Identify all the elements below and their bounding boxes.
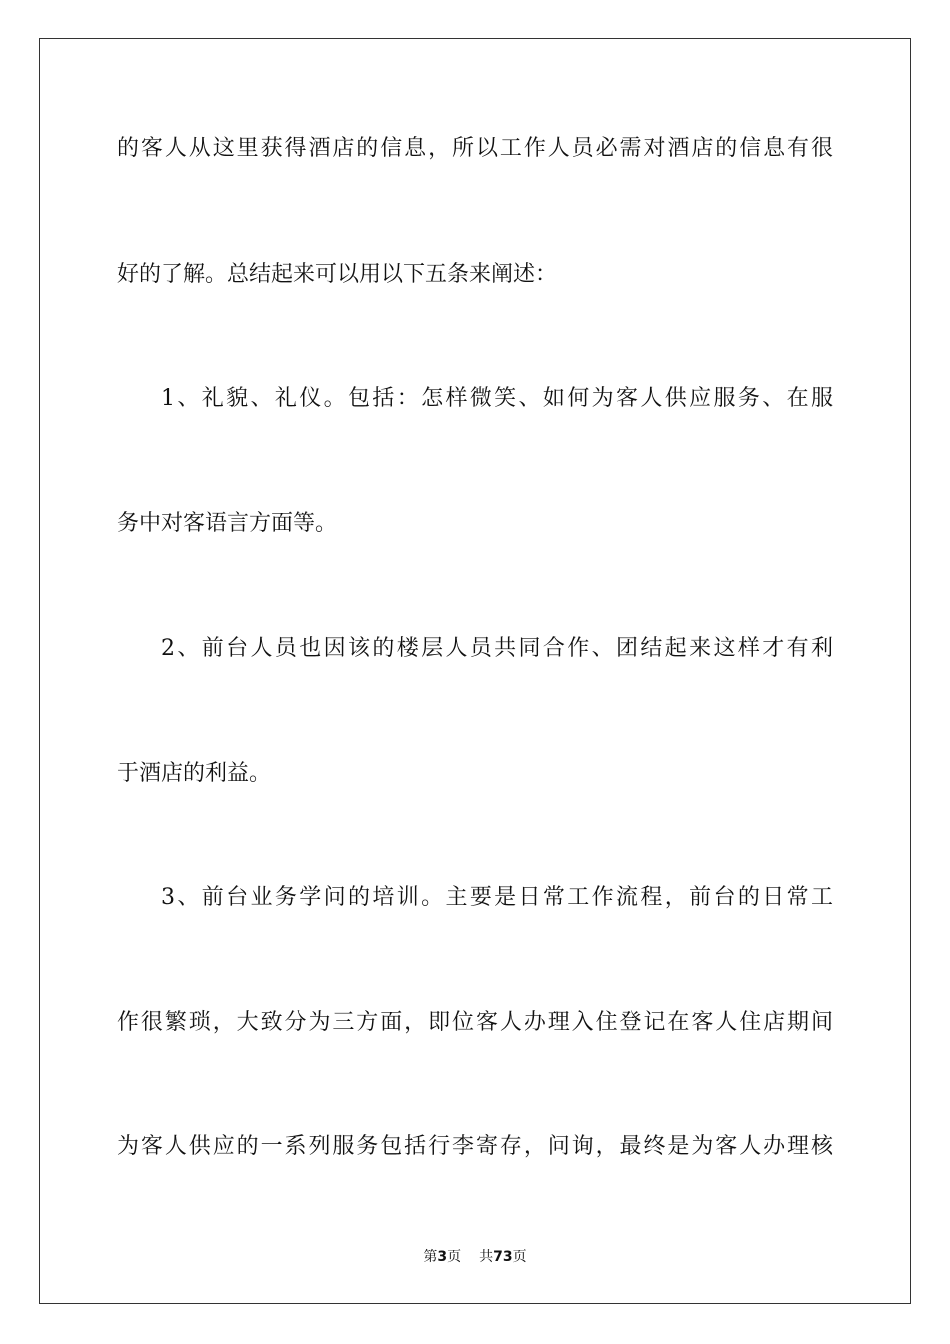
list-item-1-line-2: 务中对客语言方面等。 [117, 511, 338, 536]
total-label-prefix: 共 [479, 1249, 494, 1265]
paragraph-line-2: 好的了解。总结起来可以用以下五条来阐述： [117, 262, 558, 287]
list-item-2-line-1: 2、前台人员也因该的楼层人员共同合作、团结起来这样才有利 [161, 636, 833, 661]
page-border [39, 38, 911, 1304]
page-label-prefix: 第 [423, 1249, 438, 1265]
total-label-suffix: 页 [512, 1249, 527, 1265]
page-footer [0, 1246, 950, 1266]
list-item-3-line-3: 为客人供应的一系列服务包括行李寄存，问询，最终是为客人办理核 [117, 1134, 833, 1159]
list-item-3-line-1: 3、前台业务学问的培训。主要是日常工作流程，前台的日常工 [161, 885, 833, 910]
list-item-2-line-2: 于酒店的利益。 [117, 761, 272, 786]
current-page-number: 3 [437, 1249, 448, 1265]
list-item-1-line-1: 1、礼貌、礼仪。包括：怎样微笑、如何为客人供应服务、在服 [161, 386, 833, 411]
total-page-number: 73 [493, 1249, 513, 1265]
paragraph-line-1: 的客人从这里获得酒店的信息，所以工作人员必需对酒店的信息有很 [117, 136, 833, 161]
page-label-suffix: 页 [447, 1249, 462, 1265]
list-item-3-line-2: 作很繁琐，大致分为三方面，即位客人办理入住登记在客人住店期间 [117, 1010, 833, 1035]
